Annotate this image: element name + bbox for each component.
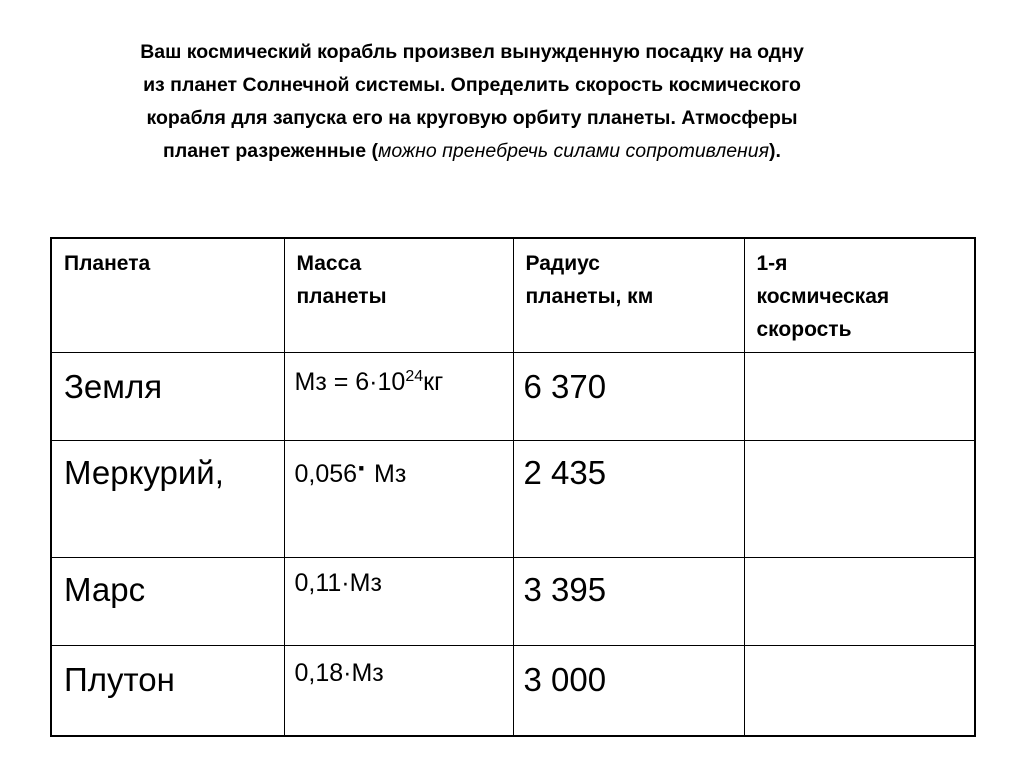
cell-radius [513,645,744,736]
header-planet [51,238,284,352]
planet-name: Плутон [64,660,175,698]
cell-planet [51,557,284,645]
header-speed-label: 1-я космическая скорость [756,252,890,341]
planets-table [50,237,976,737]
cell-planet [51,645,284,736]
cell-first-cosmic-speed[interactable] [744,557,975,645]
cell-first-cosmic-speed[interactable] [744,645,975,736]
table-row-pluto [51,645,975,736]
table-row-earth [51,352,975,440]
header-radius-label: Радиус планеты, км [525,252,654,308]
header-radius [513,238,744,352]
cell-radius [513,440,744,557]
planet-radius: 3 000 [523,660,607,698]
header-planet-label: Планета [64,252,151,275]
table-row-mars [51,557,975,645]
task-statement [20,36,924,168]
task-line-2: из планет Солнечной системы. Определить скорость космического [143,74,801,96]
cell-radius [513,352,744,440]
planet-mass: 0,18·Мз [294,658,384,687]
planet-name: Марс [64,570,146,608]
cell-planet [51,352,284,440]
cell-mass [284,557,513,645]
cell-mass [284,645,513,736]
task-line-4 [20,135,924,168]
cell-first-cosmic-speed[interactable] [744,440,975,557]
planet-name: Земля [64,367,163,405]
cell-mass [284,440,513,557]
table-header-row [51,238,975,352]
cell-first-cosmic-speed[interactable] [744,352,975,440]
cell-radius [513,557,744,645]
planet-mass: Мз = $6\cdot 10^{24}кг$ [294,367,444,396]
task-line-3: корабля для запуска его на круговую орбиту планеты. Атмосферы [146,107,798,129]
cell-mass [284,352,513,440]
header-first-cosmic-speed [744,238,975,352]
planet-name: Меркурий, [64,453,224,491]
header-mass [284,238,513,352]
task-line-1: Ваш космический корабль произвел вынужденную посадку на одну [140,41,804,63]
planet-mass: 0,056· Мз [294,451,407,488]
table-row-mercury [51,440,975,557]
task-note: можно пренебречь силами сопротивления [377,140,770,162]
planet-radius: 6 370 [523,367,607,405]
header-mass-label: Масса планеты [296,252,387,308]
cell-planet [51,440,284,557]
task-line-4-start: планет разреженные ( [163,140,378,162]
planet-radius: 3 395 [523,570,607,608]
planet-radius: 2 435 [523,453,607,491]
planet-mass: 0,11·Мз [294,568,382,597]
task-line-4-end: ). [769,140,781,162]
